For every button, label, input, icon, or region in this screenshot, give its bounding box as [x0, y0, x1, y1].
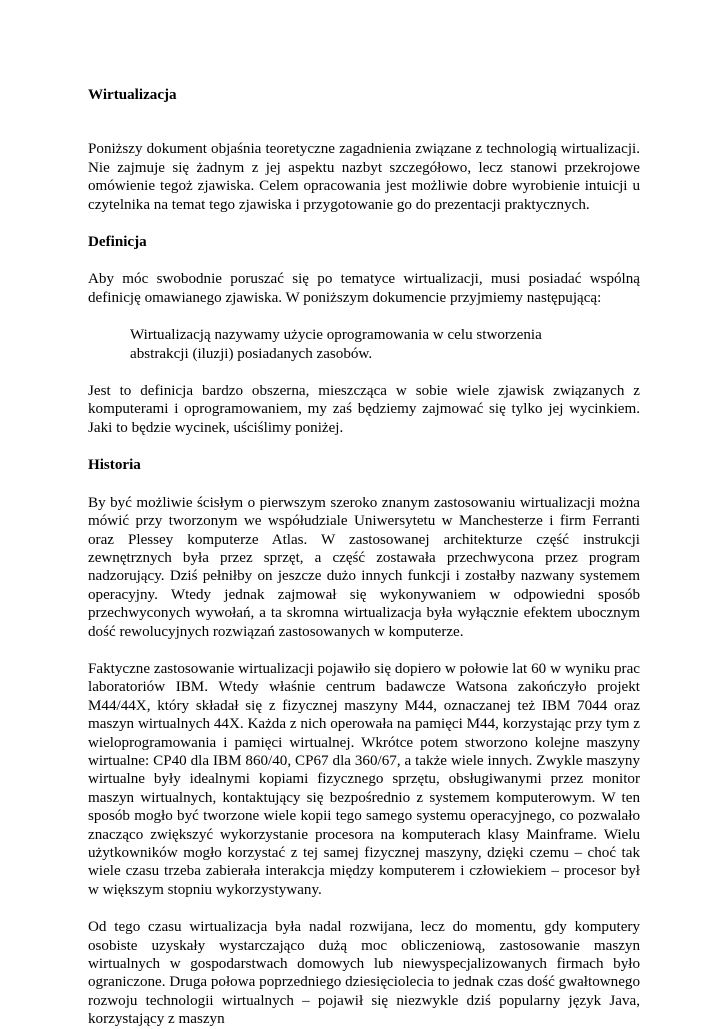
intro-paragraph: Poniższy dokument objaśnia teoretyczne zagadnienia związane z technologią wirtualizacji. Nie zajmuje się żadnym z jej aspektu nazbyt szczegółowo, lecz stanowi przekrojowe omówienie tegoż zjawiska. Celem opracowania jest możliwie dobre wyrobienie intuicji u czytelnika na temat tego zjawiska i przygotowanie go do prezentacji praktycznych. — [88, 141, 640, 213]
section-heading-historia: Historia — [88, 457, 141, 474]
definition-quote: Wirtualizacją nazywamy użycie oprogramowania w celu stworzenia abstrakcji (iluzji) posiadanych zasobów. — [130, 327, 542, 362]
definicja-paragraph-2: Jest to definicja bardzo obszerna, mieszcząca w sobie wiele zjawisk związanych z komputerami i oprogramowaniem, my zaś będziemy zajmować się tylko jej wycinkiem. Jaki to będzie wycinek, uściślimy poniżej. — [88, 383, 640, 436]
document-page — [88, 86, 640, 1029]
historia-paragraph-2: Faktyczne zastosowanie wirtualizacji pojawiło się dopiero w połowie lat 60 w wyniku prac laboratoriów IBM. Wtedy właśnie centrum badawcze Watsona zakończyło projekt M44/44X, który składał się z fizycznej maszyny M44, oznaczanej też IBM 7044 oraz maszyn wirtualnych 44X. Każda z nich operowała na pamięci M44, korzystając przy tym z wieloprogramowania i pamięci wirtualnej. Wkrótce potem stworzono kolejne maszyny wirtualne: CP40 dla IBM 860/40, CP67 dla 360/67, a także wiele innych. Zwykle maszyny wirtualne były idealnymi kopiami fizycznego sprzętu, obsługiwanymi przez monitor maszyn wirtualnych, kontaktujący się bezpośrednio z systemem komputerowym. W ten sposób mogło być tworzone wiele kopii tego samego systemu operacyjnego, co pozwalało znacząco zwiększyć wykorzystanie procesora na komputerach klasy Mainframe. Wielu użytkowników mogło korzystać z tej samej fizycznej maszyny, dzięki czemu – choć tak wiele czasu trzeba zabierała interakcja między komputerem i człowiekiem – procesor był w większym stopniu wykorzystywany. — [88, 660, 640, 898]
section-heading-definicja: Definicja — [88, 234, 147, 251]
document-title: Wirtualizacja — [88, 87, 177, 103]
historia-paragraph-1: By być możliwie ścisłym o pierwszym szeroko znanym zastosowaniu wirtualizacji można mówić przy tworzonym we współudziale Uniwersytetu w Manchesterze i firm Ferranti oraz Plessey komputerze Atlas. W zastosowanej architekturze część instrukcji zewnętrznych była przez sprzęt, a część zostawała przechwycona przez program nadzorujący. Dziś pełniłby on jeszcze dużo innych funkcji i zostałby nazwany systemem operacyjny. Wtedy jednak zajmował się wykonywaniem w odpowiedni sposób przechwyconych wywołań, a ta skromna wirtualizacja była wyłącznie efektem ubocznym dość rewolucyjnych rozwiązań zastosowanych w komputerze. — [88, 494, 640, 640]
definicja-paragraph-1: Aby móc swobodnie poruszać się po tematyce wirtualizacji, musi posiadać wspólną definicję omawianego zjawiska. W poniższym dokumencie przyjmiemy następującą: — [88, 271, 640, 306]
historia-paragraph-3: Od tego czasu wirtualizacja była nadal rozwijana, lecz do momentu, gdy komputery osobiste uzyskały wystarczająco dużą moc obliczeniową, zastosowanie maszyn wirtualnych w gospodarstwach domowych lub niewyspecjalizowanych firmach było ograniczone. Druga połowa poprzedniego dziesięciolecia to jednak czas dość gwałtownego rozwoju technologii wirtualnych – pojawił się niezwykle dziś popularny język Java, korzystający z maszyn — [88, 919, 640, 1028]
